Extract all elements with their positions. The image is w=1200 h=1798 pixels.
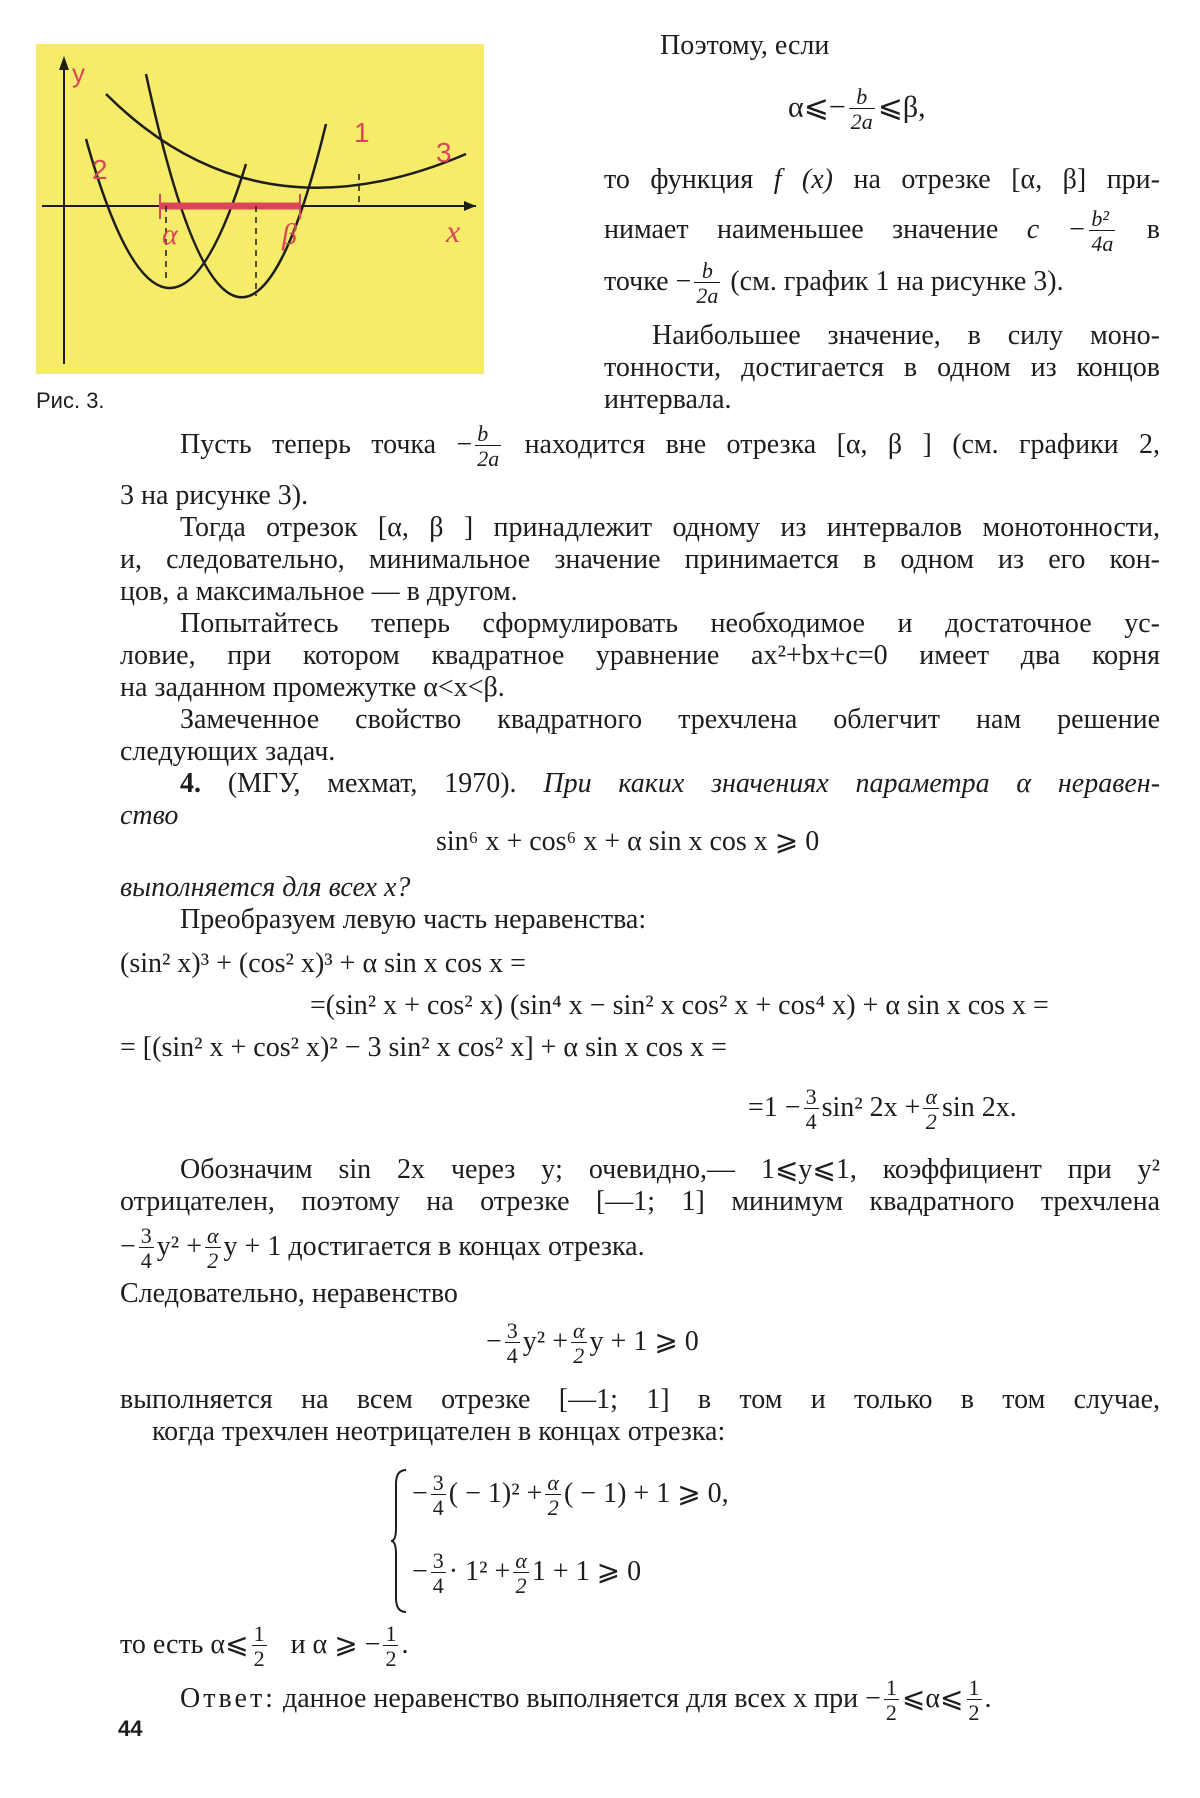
body-p3-line1: Пусть теперь точка − $\frac{b}{2a}$ находится вне отрезка [α, β ] (см. графики 2, — [180, 421, 1161, 472]
figure-graph — [36, 44, 484, 374]
equation-2: (sin² x)³ + (cos² x)³ + α sin x cos x = — [120, 948, 526, 979]
body-p4-line3: цов, а максимальное — в другом. — [120, 576, 518, 607]
system-line1: − $\frac{3}{4}$ ( − 1)² + $\frac{\alpha}{2}$ ( − 1) + 1 ⩾ 0, — [412, 1470, 729, 1521]
intro-p1-line1: то функция f (x) на отрезке [α, β] при- — [604, 164, 1160, 195]
intro-p1-line2: нимает наименьшее значение c − $\frac{\text{b²}}{4a}$ в — [604, 206, 1160, 257]
intro-p1-line3: точке − $\frac{b}{2a}$ (см. график 1 на рисунке 3). — [604, 258, 1064, 309]
curve-3 — [106, 94, 466, 188]
label-y: y — [72, 58, 85, 88]
body-p3-line2: 3 на рисунке 3). — [120, 480, 309, 511]
body-p9: Преобразуем левую часть неравенства: — [180, 904, 647, 935]
curve-1 — [146, 74, 326, 297]
system-brace — [390, 1468, 408, 1614]
equation-5: =1 − $\frac{3}{4}$ sin² 2x + $\frac{\alpha}{2}$ sin 2x. — [748, 1084, 1017, 1135]
y-axis-arrow — [59, 56, 69, 70]
intro-line1: Поэтому, если — [660, 30, 830, 61]
x-axis-arrow — [464, 201, 476, 211]
system-line2: − $\frac{3}{4}$ · 1² + $\frac{\alpha}{2}$ 1 + 1 ⩾ 0 — [412, 1548, 642, 1599]
problem-4-line2: ство — [120, 800, 179, 831]
equation-6: − $\frac{3}{4}$ y² + $\frac{\alpha}{2}$ y + 1 ⩾ 0 — [486, 1318, 699, 1369]
intro-p2-line1: Наибольшее значение, в силу моно- — [652, 320, 1160, 351]
equation-1: sin⁶ x + cos⁶ x + α sin x cos x ⩾ 0 — [436, 826, 820, 857]
label-alpha: α — [162, 218, 178, 251]
body-p13: то есть α⩽ $\frac{1}{2}$ и α ⩾ − $\frac{1}{2}$ . — [120, 1621, 409, 1672]
equation-4: = [(sin² x + cos² x)² − 3 sin² x cos² x] + α sin x cos x = — [120, 1032, 727, 1063]
body-p12-line2: когда трехчлен неотрицателен в концах отрезка: — [152, 1416, 726, 1447]
body-p5-line3: на заданном промежутке α<x<β. — [120, 672, 505, 703]
label-beta: β — [282, 218, 297, 251]
intro-p2-line2: тонности, достигается в одном из концов — [604, 352, 1160, 383]
body-p6-line1: Замеченное свойство квадратного трехчлена облегчит нам решение — [180, 704, 1160, 735]
body-p12-line1: выполняется на всем отрезке [—1; 1] в том и только в том случае, — [120, 1384, 1160, 1415]
problem-4-line1: 4. (МГУ, мехмат, 1970). При каких значениях параметра α неравен- — [180, 768, 1161, 799]
answer: Ответ: данное неравенство выполняется для всех x при − $\frac{1}{2}$ ⩽α⩽ $\frac{1}{2}$ . — [180, 1675, 992, 1726]
problem-4-line3: выполняется для всех x? — [120, 872, 411, 903]
body-p10-line1: Обозначим sin 2x через y; очевидно,— 1⩽y⩽1, коэффициент при y² — [180, 1154, 1160, 1185]
intro-condition: α⩽− $\frac{b}{2a}$ ⩽β, — [788, 84, 926, 134]
label-curve-3: 3 — [436, 137, 452, 168]
label-x: x — [446, 213, 461, 249]
page-number: 44 — [118, 1716, 143, 1741]
label-curve-2: 2 — [92, 154, 108, 185]
body-p11: Следовательно, неравенство — [120, 1278, 458, 1309]
intro-p2-line3: интервала. — [604, 384, 732, 415]
body-p10-line2: отрицателен, поэтому на отрезке [—1; 1] минимум квадратного трехчлена — [120, 1186, 1160, 1217]
body-p10-line3: − $\frac{3}{4}$ y² + $\frac{\alpha}{2}$ y + 1 достигается в концах отрезка. — [120, 1223, 645, 1274]
body-p5-line2: ловие, при котором квадратное уравнение ax²+bx+c=0 имеет два корня — [120, 640, 1160, 671]
body-p6-line2: следующих задач. — [120, 736, 336, 767]
equation-3: =(sin² x + cos² x) (sin⁴ x − sin² x cos² x + cos⁴ x) + α sin x cos x = — [310, 990, 1049, 1021]
figure-caption: Рис. 3. — [36, 388, 105, 413]
body-p5-line1: Попытайтесь теперь сформулировать необходимое и достаточное ус- — [180, 608, 1160, 639]
parabola-plot — [36, 44, 484, 374]
body-p4-line2: и, следовательно, минимальное значение принимается в одном из его кон- — [120, 544, 1160, 575]
label-curve-1: 1 — [354, 117, 370, 148]
body-p4-line1: Тогда отрезок [α, β ] принадлежит одному из интервалов монотонности, — [180, 512, 1160, 543]
